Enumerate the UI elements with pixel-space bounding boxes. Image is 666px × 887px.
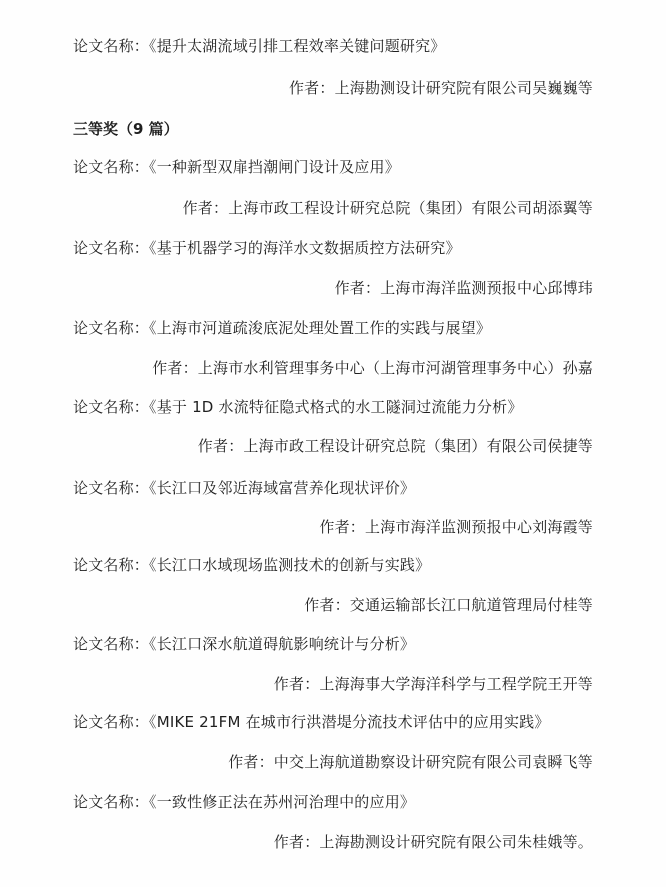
paper-author-line: 作者：上海勘测设计研究院有限公司吴巍巍等 xyxy=(288,79,593,97)
paper-title-line: 论文名称：《提升太湖流域引排工程效率关键问题研究》 xyxy=(73,37,446,55)
paper-title-line: 论文名称：《基于 1D 水流特征隐式格式的水工隧洞过流能力分析》 xyxy=(73,398,523,416)
paper-title-line: 论文名称：《上海市河道疏浚底泥处理处置工作的实践与展望》 xyxy=(73,319,492,337)
paper-title-line: 论文名称：《MIKE 21FM 在城市行洪潜堤分流技术评估中的应用实践》 xyxy=(73,713,550,731)
paper-author-line: 作者：中交上海航道勘察设计研究院有限公司袁瞬飞等 xyxy=(228,753,593,771)
paper-author-line: 作者：上海市水利管理事务中心（上海市河湖管理事务中心）孙嘉 xyxy=(152,359,593,377)
paper-title-line: 论文名称：《长江口及邻近海域富营养化现状评价》 xyxy=(73,479,416,497)
paper-author-line: 作者：交通运输部长江口航道管理局付桂等 xyxy=(304,596,593,614)
paper-title-line: 论文名称：《一致性修正法在苏州河治理中的应用》 xyxy=(73,793,416,811)
paper-author-line: 作者：上海勘测设计研究院有限公司朱桂娥等。 xyxy=(273,833,593,851)
paper-title-line: 论文名称：《长江口深水航道碍航影响统计与分析》 xyxy=(73,635,416,653)
paper-author-line: 作者：上海市海洋监测预报中心刘海霞等 xyxy=(319,518,593,536)
section-heading-third-prize: 三等奖（9 篇） xyxy=(73,120,179,138)
paper-author-line: 作者：上海海事大学海洋科学与工程学院王开等 xyxy=(273,675,593,693)
paper-author-line: 作者：上海市政工程设计研究总院（集团）有限公司侯捷等 xyxy=(197,437,593,455)
paper-title-line: 论文名称：《一种新型双扉挡潮闸门设计及应用》 xyxy=(73,158,400,176)
paper-title-line: 论文名称：《长江口水域现场监测技术的创新与实践》 xyxy=(73,556,431,574)
paper-author-line: 作者：上海市海洋监测预报中心邱博玮 xyxy=(334,279,593,297)
paper-title-line: 论文名称：《基于机器学习的海洋水文数据质控方法研究》 xyxy=(73,239,461,257)
paper-author-line: 作者：上海市政工程设计研究总院（集团）有限公司胡添翼等 xyxy=(182,199,593,217)
